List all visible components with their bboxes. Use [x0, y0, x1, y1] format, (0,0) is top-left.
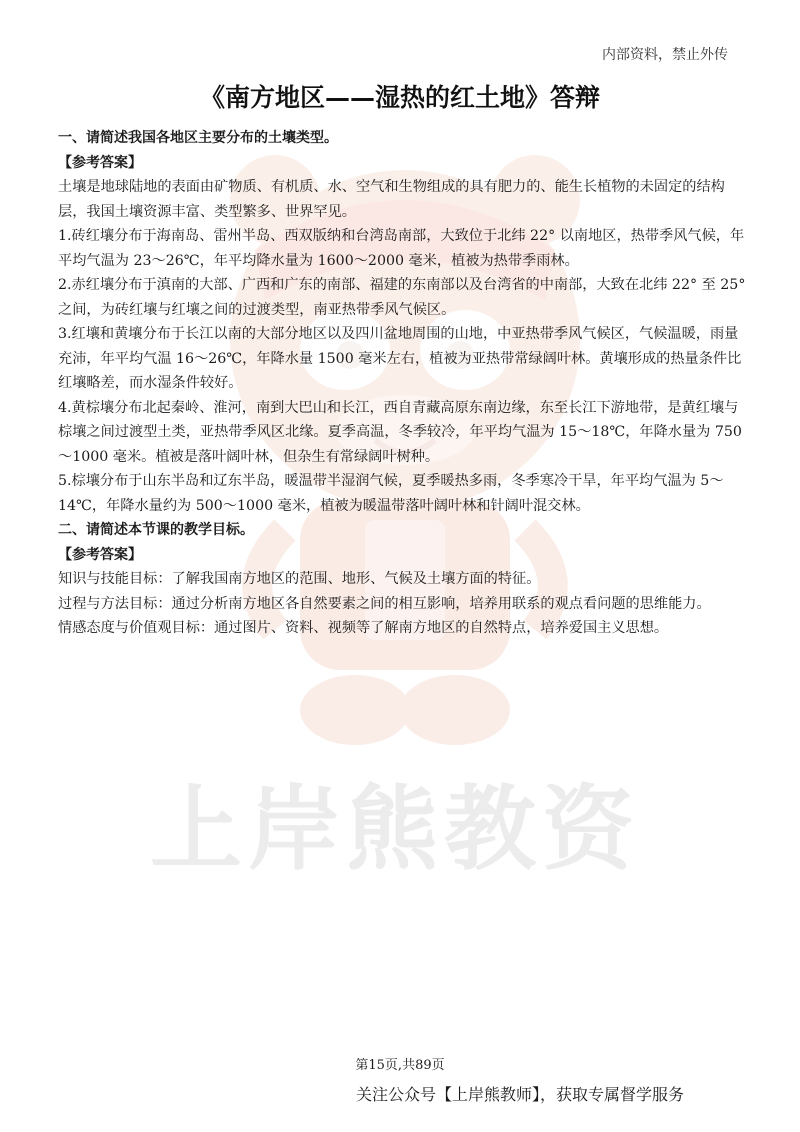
document-body	[58, 126, 748, 641]
answer-paragraph: 过程与方法目标：通过分析南方地区各自然要素之间的相互影响，培养用联系的观点看问题的思维能力。	[58, 595, 711, 612]
answer-paragraph: 2.赤红壤分布于滇南的大部、广西和广东的南部、福建的东南部以及台湾省的中南部，大致在北纬 22° 至 25° 之间，为砖红壤与红壤之间的过渡类型，南亚热带季风气候区。	[58, 277, 746, 318]
question-1: 一、请简述我国各地区主要分布的土壤类型。	[58, 130, 338, 146]
answer-paragraph: 土壤是地球陆地的表面由矿物质、有机质、水、空气和生物组成的具有肥力的、能生长植物的未固定的结构层，我国土壤资源丰富、类型繁多、世界罕见。	[58, 179, 725, 220]
answer-tag-1: 【参考答案】	[58, 154, 142, 171]
answer-tag-2: 【参考答案】	[58, 546, 142, 563]
page-title: 《南方地区——湿热的红土地》答辩	[199, 83, 600, 112]
question-2: 二、请简述本节课的教学目标。	[58, 522, 254, 538]
page-number: 第15页,共89页	[355, 1058, 445, 1073]
answer-paragraph: 3.红壤和黄壤分布于长江以南的大部分地区以及四川盆地周围的山地，中亚热带季风气候区，气候温暖，雨量充沛，年平均气温 16～26℃，年降水量 1500 毫米左右，植被为亚热带常绿阔叶林。黄壤形成的热量条件比红壤略差，而水湿条件较好。	[58, 326, 742, 391]
answer-paragraph: 4.黄棕壤分布北起秦岭、淮河，南到大巴山和长江，西自青藏高原东南边缘，东至长江下游地带，是黄红壤与棕壤之间过渡型土类，亚热带季风区北缘。夏季高温，冬季较冷，年平均气温为 15～18℃，年降水量为 750～1000 毫米。植被是落叶阔叶林，但杂生有常绿阔叶树种。	[58, 399, 742, 465]
answer-paragraph: 情感态度与价值观目标：通过图片、资料、视频等了解南方地区的自然特点，培养爱国主义思想。	[58, 620, 669, 636]
answer-paragraph: 知识与技能目标：了解我国南方地区的范围、地形、气候及土壤方面的特征。	[58, 571, 541, 587]
brand-watermark: 上岸熊教资	[150, 776, 641, 883]
confidential-note: 内部资料，禁止外传	[602, 47, 728, 63]
answer-paragraph: 1.砖红壤分布于海南岛、雷州半岛、西双版纳和台湾岛南部，大致位于北纬 22° 以南地区，热带季风气候，年平均气温为 23～26℃，年平均降水量为 1600～2000 毫米，植被为热带季雨林。	[58, 228, 745, 269]
footer-promo: 关注公众号【上岸熊教师】，获取专属督学服务	[356, 1085, 685, 1104]
answer-paragraph: 5.棕壤分布于山东半岛和辽东半岛，暖温带半湿润气候，夏季暖热多雨，冬季寒冷干旱，年平均气温为 5～14℃，年降水量约为 500～1000 毫米，植被为暖温带落叶阔叶林和针阔叶混交林。	[58, 473, 724, 514]
